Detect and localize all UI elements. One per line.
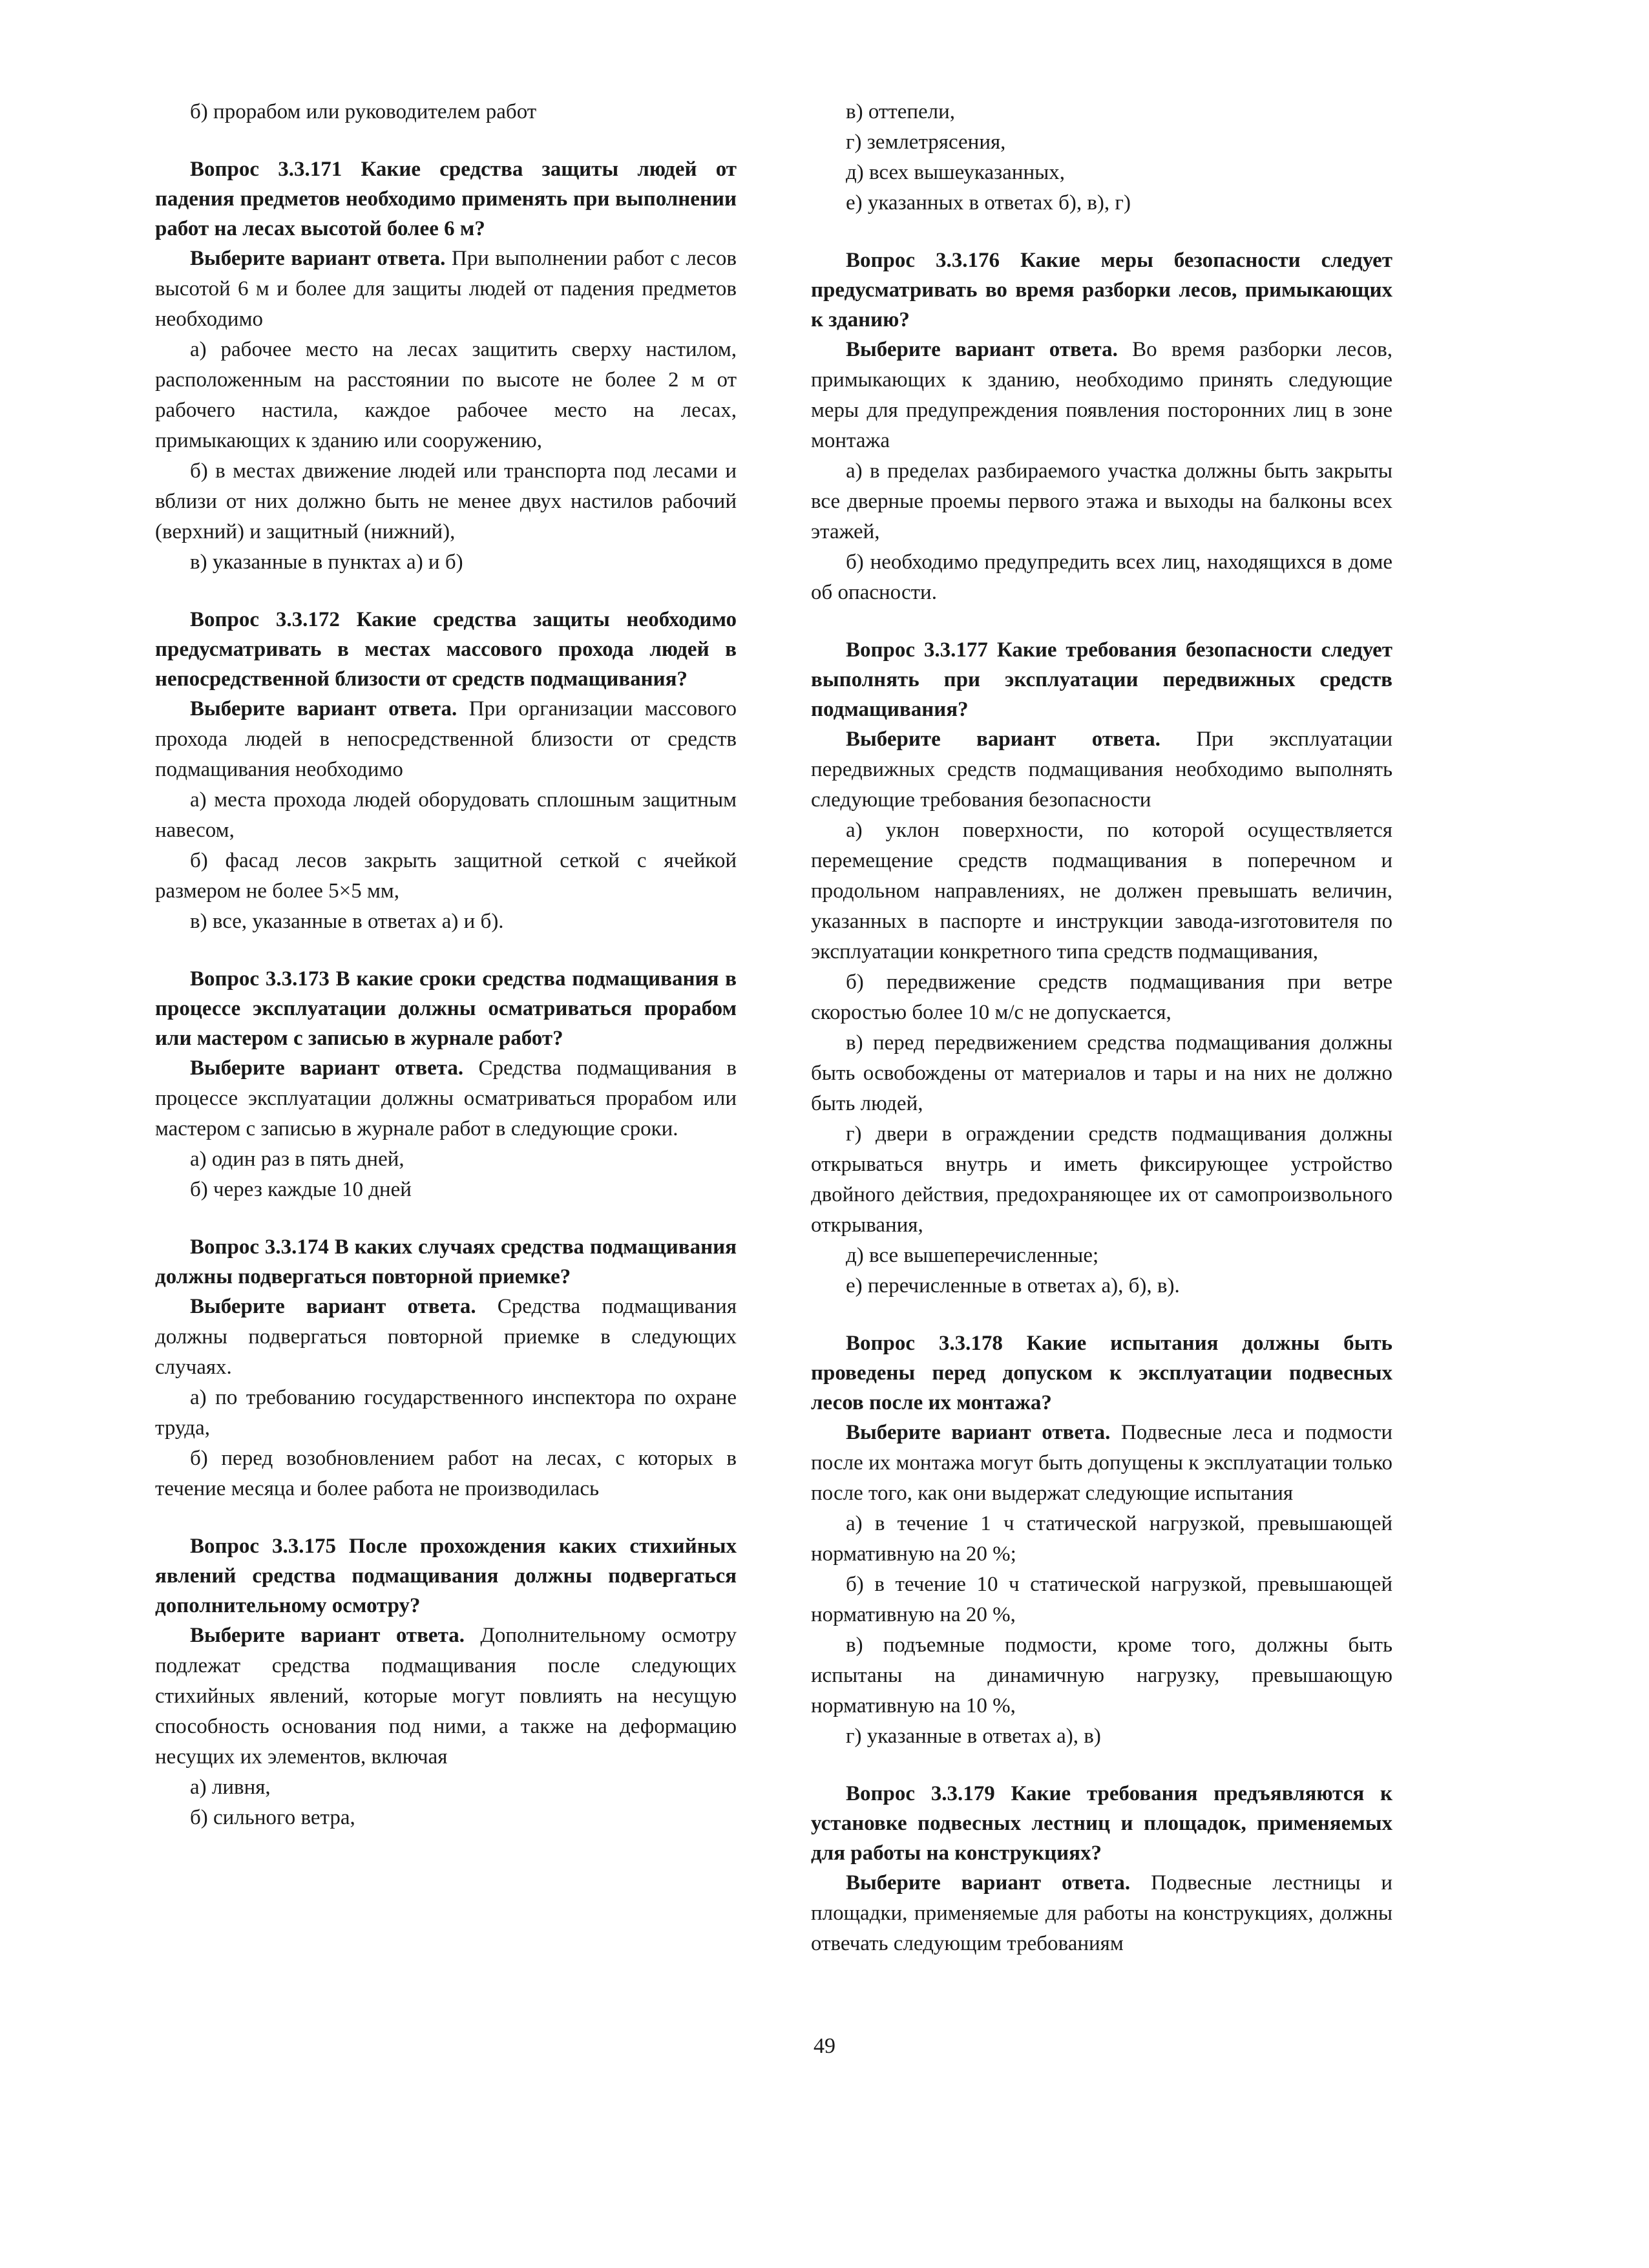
- right-column: [811, 97, 1392, 1959]
- answer-lead: Выберите вариант ответа.: [190, 247, 446, 270]
- intro-text: При эксплуатации передвижных средств подмащивания необходимо выполнять следующие требования безопасности: [811, 728, 1392, 812]
- answer-item: а) один раз в пять дней,: [190, 1148, 404, 1171]
- intro-text: Во время разборки лесов, примыкающих к зданию, необходимо принять следующие меры для предупреждения появления посторонних лиц в зоне монтажа: [811, 338, 1392, 452]
- question-174-intro: [155, 1292, 737, 1383]
- answer-lead: Выберите вариант ответа.: [190, 1624, 465, 1647]
- answer-item: д) всех вышеуказанных,: [846, 161, 1066, 184]
- intro-text: При выполнении работ с лесов высотой 6 м и более для защиты людей от падения предметов необходимо: [155, 247, 737, 331]
- question-171-intro: [155, 244, 737, 335]
- answer-item: г) двери в ограждении средств подмащивания должны открываться внутрь и иметь фиксирующее устройство двойного действия, предохраняющее их от самопроизвольного открывания,: [811, 1122, 1392, 1237]
- intro-text: Средства подмащивания в процессе эксплуатации должны осматриваться прорабом или мастером с записью в журнале работ в следующие сроки.: [155, 1056, 737, 1140]
- answer-item: б) передвижение средств подмащивания при ветре скоростью более 10 м/с не допускается,: [811, 971, 1392, 1024]
- answer-item: д) все вышеперечисленные;: [846, 1244, 1099, 1267]
- question-179-intro: [811, 1868, 1392, 1959]
- answer-item: а) по требованию государственного инспектора по охране труда,: [155, 1386, 737, 1440]
- question-173-title: Вопрос 3.3.173 В какие сроки средства подмащивания в процессе эксплуатации должны осматриваться прорабом или мастером с записью в журнале работ?: [155, 967, 737, 1050]
- question-178-title: Вопрос 3.3.178 Какие испытания должны быть проведены перед допуском к эксплуатации подвесных лесов после их монтажа?: [811, 1332, 1392, 1414]
- answer-item: б) в местах движение людей или транспорта под лесами и вблизи от них должно быть не менее двух настилов рабочий (верхний) и защитный (нижний),: [155, 459, 737, 543]
- intro-text: Подвесные леса и подмости после их монтажа могут быть допущены к эксплуатации только после того, как они выдержат следующие испытания: [811, 1421, 1392, 1505]
- answer-item: б) прорабом или руководителем работ: [190, 100, 537, 123]
- answer-item: б) сильного ветра,: [190, 1806, 355, 1829]
- intro-text: При организации массового прохода людей в непосредственной близости от средств подмащивания необходимо: [155, 697, 737, 781]
- answer-item: б) перед возобновлением работ на лесах, с которых в течение месяца и более работа не производилась: [155, 1447, 737, 1500]
- question-172-intro: [155, 694, 737, 785]
- answer-item: г) указанные в ответах а), в): [846, 1725, 1101, 1748]
- answer-item: а) ливня,: [190, 1776, 271, 1799]
- answer-lead: Выберите вариант ответа.: [190, 1295, 476, 1318]
- answer-item: в) оттепели,: [846, 100, 956, 123]
- answer-item: б) в течение 10 ч статической нагрузкой, превышающей нормативную на 20 %,: [811, 1573, 1392, 1626]
- intro-text: Дополнительному осмотру подлежат средства подмащивания после следующих стихийных явлений, которые могут повлиять на несущую способность основания под ними, а также на деформацию несущих их элементов, включая: [155, 1624, 737, 1769]
- answer-item: в) перед передвижением средства подмащивания должны быть освобождены от материалов и тары и на них не должно быть людей,: [811, 1031, 1392, 1115]
- answer-item: а) рабочее место на лесах защитить сверху настилом, расположенным на расстоянии по высоте не более 2 м от рабочего настила, каждое рабочее место на лесах, примыкающих к зданию или сооружению,: [155, 338, 737, 452]
- page-number: 49: [814, 2034, 835, 2058]
- answer-item: г) землетрясения,: [846, 131, 1006, 154]
- question-175-title: Вопрос 3.3.175 После прохождения каких стихийных явлений средства подмащивания должны подвергаться дополнительному осмотру?: [155, 1535, 737, 1617]
- answer-lead: Выберите вариант ответа.: [846, 728, 1161, 751]
- question-176-intro: [811, 335, 1392, 456]
- question-175-intro: [155, 1621, 737, 1772]
- answer-item: е) перечисленные в ответах а), б), в).: [846, 1274, 1180, 1297]
- answer-item: в) все, указанные в ответах а) и б).: [190, 910, 504, 933]
- intro-text: Средства подмащивания должны подвергаться повторной приемке в следующих случаях.: [155, 1295, 737, 1379]
- question-171-title: Вопрос 3.3.171 Какие средства защиты людей от падения предметов необходимо применять при выполнении работ на лесах высотой более 6 м?: [155, 158, 737, 240]
- question-174-title: Вопрос 3.3.174 В каких случаях средства подмащивания должны подвергаться повторной приемке?: [155, 1235, 737, 1288]
- question-172-title: Вопрос 3.3.172 Какие средства защиты необходимо предусматривать в местах массового прохода людей в непосредственной близости от средств подмащивания?: [155, 608, 737, 691]
- question-173-intro: [155, 1053, 737, 1144]
- answer-item: б) через каждые 10 дней: [190, 1178, 412, 1201]
- question-178-intro: [811, 1418, 1392, 1509]
- answer-item: б) необходимо предупредить всех лиц, находящихся в доме об опасности.: [811, 551, 1392, 604]
- answer-lead: Выберите вариант ответа.: [190, 1056, 464, 1080]
- question-179-title: Вопрос 3.3.179 Какие требования предъявляются к установке подвесных лестниц и площадок, применяемых для работы на конструкциях?: [811, 1782, 1392, 1865]
- question-177-title: Вопрос 3.3.177 Какие требования безопасности следует выполнять при эксплуатации передвижных средств подмащивания?: [811, 638, 1392, 721]
- question-177-intro: [811, 724, 1392, 815]
- question-176-title: Вопрос 3.3.176 Какие меры безопасности следует предусматривать во время разборки лесов, примыкающих к зданию?: [811, 249, 1392, 331]
- answer-lead: Выберите вариант ответа.: [846, 1421, 1111, 1444]
- answer-item: а) уклон поверхности, по которой осуществляется перемещение средств подмащивания в поперечном и продольном направлениях, не должен превышать величин, указанных в паспорте и инструкции завода-изготовителя по эксплуатации конкретного типа средств подмащивания,: [811, 819, 1392, 963]
- answer-item: е) указанных в ответах б), в), г): [846, 191, 1131, 215]
- answer-item: а) в течение 1 ч статической нагрузкой, превышающей нормативную на 20 %;: [811, 1512, 1392, 1566]
- answer-lead: Выберите вариант ответа.: [190, 697, 457, 720]
- left-column: [155, 97, 737, 1833]
- answer-item: б) фасад лесов закрыть защитной сеткой с ячейкой размером не более 5×5 мм,: [155, 849, 737, 903]
- intro-text: Подвесные лестницы и площадки, применяемые для работы на конструкциях, должны отвечать следующим требованиям: [811, 1871, 1393, 1955]
- answer-lead: Выберите вариант ответа.: [846, 338, 1118, 361]
- answer-item: в) указанные в пунктах а) и б): [190, 551, 463, 574]
- answer-item: а) в пределах разбираемого участка должны быть закрыты все дверные проемы первого этажа и выходы на балконы всех этажей,: [811, 459, 1392, 543]
- answer-item: в) подъемные подмости, кроме того, должны быть испытаны на динамичную нагрузку, превышающую нормативную на 10 %,: [811, 1633, 1392, 1717]
- answer-lead: Выберите вариант ответа.: [846, 1871, 1131, 1895]
- answer-item: а) места прохода людей оборудовать сплошным защитным навесом,: [155, 788, 737, 842]
